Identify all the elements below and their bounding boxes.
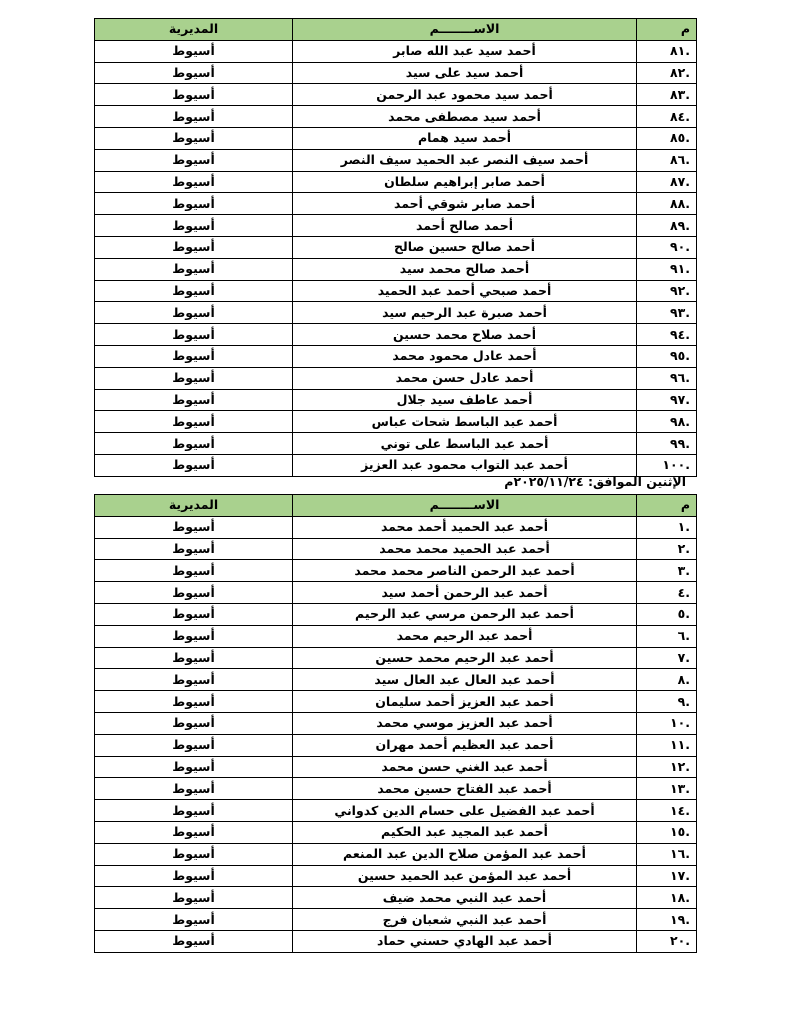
row-name: أحمد عبد العزيز أحمد سليمان bbox=[293, 691, 637, 713]
row-directorate: أسيوط bbox=[95, 258, 293, 280]
row-name: أحمد عبد الباسط شحات عباس bbox=[293, 411, 637, 433]
row-number: .٩ bbox=[637, 691, 697, 713]
row-number: .٨٩ bbox=[637, 215, 697, 237]
row-directorate: أسيوط bbox=[95, 865, 293, 887]
row-name: أحمد عادل حسن محمد bbox=[293, 367, 637, 389]
row-directorate: أسيوط bbox=[95, 171, 293, 193]
row-directorate: أسيوط bbox=[95, 454, 293, 476]
table-header-row bbox=[95, 495, 697, 517]
row-name: أحمد عبد الحميد أحمد محمد bbox=[293, 516, 637, 538]
row-number: .٩٠ bbox=[637, 236, 697, 258]
table-row bbox=[95, 367, 697, 389]
row-name: أحمد صالح حسين صالح bbox=[293, 236, 637, 258]
table-row bbox=[95, 324, 697, 346]
row-number: .١٣ bbox=[637, 778, 697, 800]
row-name: أحمد عبد المجيد عبد الحكيم bbox=[293, 821, 637, 843]
header-directorate: المديرية bbox=[95, 495, 293, 517]
row-directorate: أسيوط bbox=[95, 800, 293, 822]
row-name: أحمد عبد الفتاح حسين محمد bbox=[293, 778, 637, 800]
table-row bbox=[95, 302, 697, 324]
row-name: أحمد صالح أحمد bbox=[293, 215, 637, 237]
table-row bbox=[95, 930, 697, 952]
row-directorate: أسيوط bbox=[95, 930, 293, 952]
table-row bbox=[95, 149, 697, 171]
row-directorate: أسيوط bbox=[95, 582, 293, 604]
row-number: .٨٤ bbox=[637, 106, 697, 128]
row-number: .٩٩ bbox=[637, 433, 697, 455]
header-num: م bbox=[637, 495, 697, 517]
row-number: .٥ bbox=[637, 603, 697, 625]
table-row bbox=[95, 193, 697, 215]
row-number: .٨٣ bbox=[637, 84, 697, 106]
table-row bbox=[95, 538, 697, 560]
table-row bbox=[95, 712, 697, 734]
row-name: أحمد عادل محمود محمد bbox=[293, 345, 637, 367]
row-directorate: أسيوط bbox=[95, 843, 293, 865]
table-row bbox=[95, 411, 697, 433]
row-directorate: أسيوط bbox=[95, 603, 293, 625]
row-number: .١٠ bbox=[637, 712, 697, 734]
header-name: الاســــــــم bbox=[293, 495, 637, 517]
row-directorate: أسيوط bbox=[95, 887, 293, 909]
table-row bbox=[95, 215, 697, 237]
table-row bbox=[95, 887, 697, 909]
table-row bbox=[95, 625, 697, 647]
table-row bbox=[95, 821, 697, 843]
row-number: .٩١ bbox=[637, 258, 697, 280]
row-directorate: أسيوط bbox=[95, 389, 293, 411]
row-directorate: أسيوط bbox=[95, 40, 293, 62]
row-name: أحمد عبد الرحيم محمد bbox=[293, 625, 637, 647]
row-number: .١٠٠ bbox=[637, 454, 697, 476]
row-number: .٩٦ bbox=[637, 367, 697, 389]
row-directorate: أسيوط bbox=[95, 669, 293, 691]
table-row bbox=[95, 433, 697, 455]
row-name: أحمد سيد همام bbox=[293, 127, 637, 149]
row-directorate: أسيوط bbox=[95, 734, 293, 756]
row-number: .٨٢ bbox=[637, 62, 697, 84]
table-row bbox=[95, 582, 697, 604]
header-directorate: المديرية bbox=[95, 19, 293, 41]
header-num: م bbox=[637, 19, 697, 41]
table-header-row bbox=[95, 19, 697, 41]
table-row bbox=[95, 127, 697, 149]
row-name: أحمد عبد العزيز موسي محمد bbox=[293, 712, 637, 734]
row-number: .٩٥ bbox=[637, 345, 697, 367]
table-row bbox=[95, 454, 697, 476]
row-name: أحمد عبد الحميد محمد محمد bbox=[293, 538, 637, 560]
row-directorate: أسيوط bbox=[95, 909, 293, 931]
row-name: أحمد عبد المؤمن عبد الحميد حسين bbox=[293, 865, 637, 887]
table-row bbox=[95, 603, 697, 625]
row-number: .٩٨ bbox=[637, 411, 697, 433]
row-name: أحمد عبد التواب محمود عبد العزيز bbox=[293, 454, 637, 476]
row-name: أحمد عاطف سيد جلال bbox=[293, 389, 637, 411]
table-row bbox=[95, 171, 697, 193]
table-row bbox=[95, 40, 697, 62]
row-number: .١٢ bbox=[637, 756, 697, 778]
row-directorate: أسيوط bbox=[95, 516, 293, 538]
table-row bbox=[95, 800, 697, 822]
row-directorate: أسيوط bbox=[95, 215, 293, 237]
date-line: الإثنين الموافق: ٢٠٢٥/١١/٢٤م bbox=[504, 474, 686, 489]
row-number: .٨ bbox=[637, 669, 697, 691]
row-directorate: أسيوط bbox=[95, 712, 293, 734]
row-name: أحمد عبد الرحمن مرسي عبد الرحيم bbox=[293, 603, 637, 625]
row-name: أحمد عبد الباسط على توني bbox=[293, 433, 637, 455]
row-number: .١٩ bbox=[637, 909, 697, 931]
row-directorate: أسيوط bbox=[95, 778, 293, 800]
row-directorate: أسيوط bbox=[95, 193, 293, 215]
row-number: .٨٦ bbox=[637, 149, 697, 171]
table-row bbox=[95, 865, 697, 887]
table-row bbox=[95, 62, 697, 84]
row-name: أحمد عبد المؤمن صلاح الدين عبد المنعم bbox=[293, 843, 637, 865]
attendance-table-2 bbox=[94, 494, 697, 953]
row-name: أحمد عبد الرحمن الناصر محمد محمد bbox=[293, 560, 637, 582]
row-number: .١ bbox=[637, 516, 697, 538]
row-number: .٩٣ bbox=[637, 302, 697, 324]
row-directorate: أسيوط bbox=[95, 280, 293, 302]
row-number: .١٧ bbox=[637, 865, 697, 887]
row-directorate: أسيوط bbox=[95, 345, 293, 367]
row-number: .٣ bbox=[637, 560, 697, 582]
row-directorate: أسيوط bbox=[95, 367, 293, 389]
row-name: أحمد سيد مصطفى محمد bbox=[293, 106, 637, 128]
table-row bbox=[95, 84, 697, 106]
row-number: .٢ bbox=[637, 538, 697, 560]
row-name: أحمد صلاح محمد حسين bbox=[293, 324, 637, 346]
row-directorate: أسيوط bbox=[95, 756, 293, 778]
row-name: أحمد عبد الفضيل على حسام الدين كدواني bbox=[293, 800, 637, 822]
row-name: أحمد صابر إبراهيم سلطان bbox=[293, 171, 637, 193]
row-number: .١٤ bbox=[637, 800, 697, 822]
row-number: .٤ bbox=[637, 582, 697, 604]
row-number: .٨١ bbox=[637, 40, 697, 62]
row-directorate: أسيوط bbox=[95, 538, 293, 560]
table-row bbox=[95, 389, 697, 411]
row-name: أحمد صابر شوقي أحمد bbox=[293, 193, 637, 215]
table-row bbox=[95, 647, 697, 669]
row-name: أحمد سيد عبد الله صابر bbox=[293, 40, 637, 62]
row-number: .٩٢ bbox=[637, 280, 697, 302]
row-name: أحمد عبد الهادي حسني حماد bbox=[293, 930, 637, 952]
row-number: .١٥ bbox=[637, 821, 697, 843]
row-name: أحمد عبد العظيم أحمد مهران bbox=[293, 734, 637, 756]
row-directorate: أسيوط bbox=[95, 236, 293, 258]
table-row bbox=[95, 280, 697, 302]
row-number: .٢٠ bbox=[637, 930, 697, 952]
table-row bbox=[95, 258, 697, 280]
table-row bbox=[95, 345, 697, 367]
table-row bbox=[95, 106, 697, 128]
table-row bbox=[95, 756, 697, 778]
table-row bbox=[95, 560, 697, 582]
row-directorate: أسيوط bbox=[95, 106, 293, 128]
row-directorate: أسيوط bbox=[95, 625, 293, 647]
row-directorate: أسيوط bbox=[95, 62, 293, 84]
row-name: أحمد عبد النبي شعبان فرج bbox=[293, 909, 637, 931]
row-directorate: أسيوط bbox=[95, 560, 293, 582]
row-directorate: أسيوط bbox=[95, 324, 293, 346]
table-row bbox=[95, 778, 697, 800]
row-directorate: أسيوط bbox=[95, 411, 293, 433]
table-row bbox=[95, 734, 697, 756]
row-directorate: أسيوط bbox=[95, 302, 293, 324]
row-name: أحمد سيد على سيد bbox=[293, 62, 637, 84]
row-name: أحمد سيد محمود عبد الرحمن bbox=[293, 84, 637, 106]
header-name: الاســــــــم bbox=[293, 19, 637, 41]
row-directorate: أسيوط bbox=[95, 691, 293, 713]
row-name: أحمد عبد الغني حسن محمد bbox=[293, 756, 637, 778]
row-number: .١١ bbox=[637, 734, 697, 756]
table-row bbox=[95, 691, 697, 713]
row-number: .٩٤ bbox=[637, 324, 697, 346]
row-number: .٩٧ bbox=[637, 389, 697, 411]
table-row bbox=[95, 843, 697, 865]
row-name: أحمد عبد الرحمن أحمد سيد bbox=[293, 582, 637, 604]
row-number: .١٦ bbox=[637, 843, 697, 865]
row-name: أحمد صالح محمد سيد bbox=[293, 258, 637, 280]
row-directorate: أسيوط bbox=[95, 127, 293, 149]
row-number: .١٨ bbox=[637, 887, 697, 909]
row-name: أحمد عبد الرحيم محمد حسين bbox=[293, 647, 637, 669]
row-name: أحمد عبد النبي محمد ضيف bbox=[293, 887, 637, 909]
row-number: .٨٥ bbox=[637, 127, 697, 149]
table-row bbox=[95, 516, 697, 538]
row-directorate: أسيوط bbox=[95, 433, 293, 455]
row-number: .٨٧ bbox=[637, 171, 697, 193]
row-number: .٧ bbox=[637, 647, 697, 669]
row-directorate: أسيوط bbox=[95, 149, 293, 171]
row-number: .٨٨ bbox=[637, 193, 697, 215]
row-number: .٦ bbox=[637, 625, 697, 647]
attendance-table-1 bbox=[94, 18, 697, 477]
row-directorate: أسيوط bbox=[95, 647, 293, 669]
row-name: أحمد سيف النصر عبد الحميد سيف النصر bbox=[293, 149, 637, 171]
row-name: أحمد صبرة عبد الرحيم سيد bbox=[293, 302, 637, 324]
row-name: أحمد عبد العال عبد العال سيد bbox=[293, 669, 637, 691]
row-directorate: أسيوط bbox=[95, 821, 293, 843]
row-directorate: أسيوط bbox=[95, 84, 293, 106]
table-row bbox=[95, 669, 697, 691]
table-row bbox=[95, 909, 697, 931]
table-row bbox=[95, 236, 697, 258]
row-name: أحمد صبحي أحمد عبد الحميد bbox=[293, 280, 637, 302]
